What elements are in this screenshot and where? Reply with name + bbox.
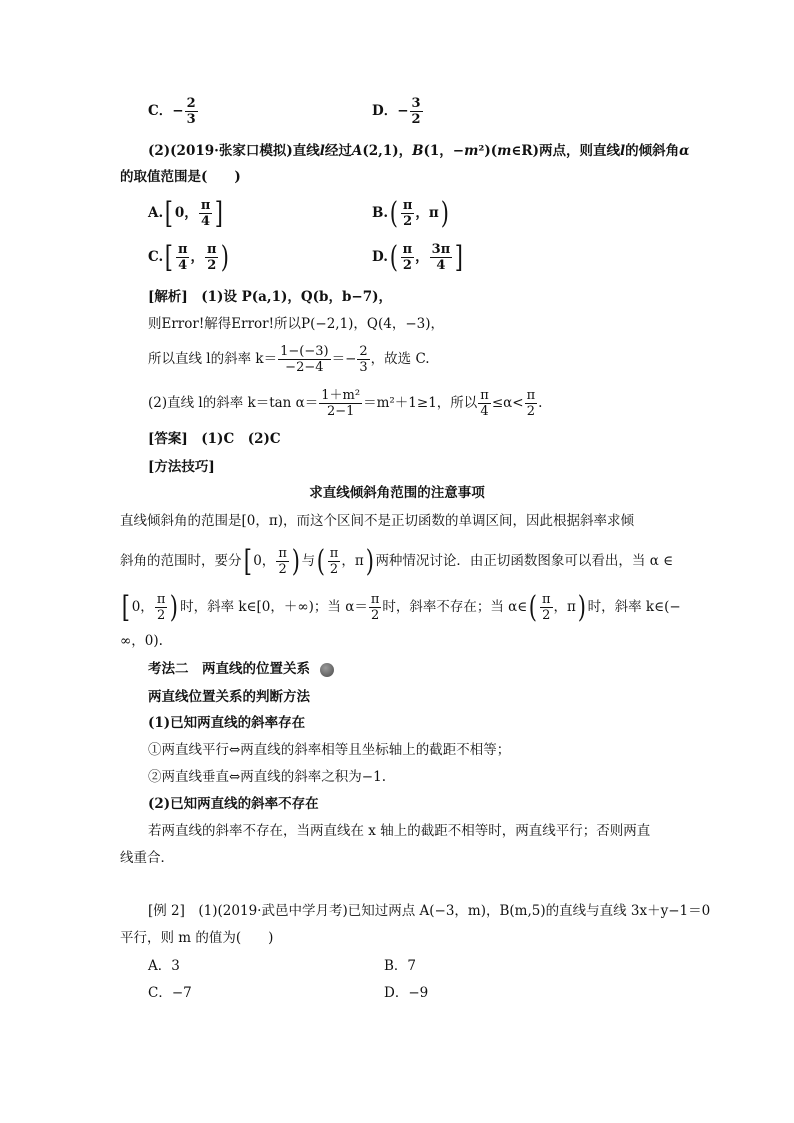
section2-heading xyxy=(148,660,334,678)
q2-option-d xyxy=(372,239,465,275)
fraction xyxy=(155,592,168,623)
solution-line-3 xyxy=(148,344,430,375)
q1-c-prefix: C．− xyxy=(148,103,184,119)
q2-stem-text: ²)( xyxy=(478,143,498,159)
q2-stem-var: A xyxy=(351,143,363,159)
den: 4 xyxy=(480,404,489,419)
solution-line-4 xyxy=(148,388,542,419)
num: π xyxy=(370,592,380,607)
solution-text: . xyxy=(538,395,543,411)
bracket: ] xyxy=(454,239,464,275)
bracket: ) xyxy=(440,195,449,231)
num: π xyxy=(542,592,551,607)
q2-stem-text: 的倾斜角 xyxy=(625,143,680,159)
num: π xyxy=(177,242,188,257)
bracket: ) xyxy=(221,239,230,275)
q1-d-num: 3 xyxy=(411,96,421,111)
section2-c1a: ①两直线平行⇔两直线的斜率相等且坐标轴上的截距不相等； xyxy=(148,742,511,758)
tip-text: 时，斜率 k∈(− xyxy=(587,599,681,615)
section2-c2b: 线重合． xyxy=(120,850,174,866)
q1-d-prefix: D．− xyxy=(372,103,409,119)
example2-option-c: C．−7 xyxy=(148,985,192,1001)
bracket: ( xyxy=(389,239,398,275)
solution-text: ＝− xyxy=(331,351,357,367)
q1-option-c xyxy=(148,96,199,127)
num: π xyxy=(206,242,217,257)
fraction xyxy=(401,198,415,229)
q1-option-d xyxy=(372,96,424,127)
bracket: ) xyxy=(170,589,179,625)
q2-stem-var: α xyxy=(679,143,690,159)
den: 2 xyxy=(542,608,551,623)
solution-text: ≤α< xyxy=(491,395,524,411)
q2-stem-text: 经过 xyxy=(324,143,352,159)
solution-text: ＝m²＋1≥1，所以 xyxy=(363,395,478,411)
num: 3π xyxy=(431,242,451,257)
fraction xyxy=(176,242,190,273)
den: 2−1 xyxy=(326,404,355,419)
option-label: B. xyxy=(372,205,389,221)
num: π xyxy=(200,198,211,213)
tip-text: ，π xyxy=(341,553,364,569)
section2-heading-text: 考法二 两直线的位置关系 xyxy=(148,661,310,677)
den: 2 xyxy=(370,608,380,623)
fraction xyxy=(276,546,289,577)
section2-sub: 两直线位置关系的判断方法 xyxy=(148,689,310,705)
fraction xyxy=(199,198,213,229)
q1-c-fraction xyxy=(185,96,198,127)
den: 4 xyxy=(436,258,446,273)
num: π xyxy=(156,592,166,607)
num: 2 xyxy=(359,344,368,359)
bracket: ( xyxy=(529,589,538,625)
fraction xyxy=(525,388,538,419)
example2-option-b: B．7 xyxy=(384,958,417,974)
den: 2 xyxy=(329,562,339,577)
fraction xyxy=(540,592,553,623)
num: π xyxy=(402,242,413,257)
section2-c1: (1)已知两直线的斜率存在 xyxy=(148,715,306,731)
bracket: ( xyxy=(316,543,326,579)
bracket: ) xyxy=(365,543,374,579)
tip-text: 与 xyxy=(301,553,316,569)
q1-c-den: 3 xyxy=(186,112,196,127)
fraction xyxy=(357,344,369,375)
q2-stem-var: m xyxy=(497,143,512,159)
option-text: ，π xyxy=(415,205,439,221)
q2-stem-var: m xyxy=(464,143,479,159)
bracket: [ xyxy=(164,239,174,275)
fraction xyxy=(478,388,491,419)
tip-text: 两种情况讨论．由正切函数图象可以看出，当 α ∈ xyxy=(375,553,674,569)
den: 2 xyxy=(278,562,287,577)
den: 4 xyxy=(201,214,211,229)
num: π xyxy=(278,546,287,561)
option-label: A. xyxy=(148,205,164,221)
q2-option-c xyxy=(148,239,231,275)
section2-c2a: 若两直线的斜率不存在，当两直线在 x 轴上的截距不相等时，两直线平行；否则两直 xyxy=(148,823,651,839)
tip-text: 0， xyxy=(253,553,276,569)
fraction xyxy=(205,242,219,273)
fraction xyxy=(430,242,453,273)
num: 1＋m² xyxy=(321,388,361,403)
section2-c1b: ②两直线垂直⇔两直线的斜率之积为−1. xyxy=(148,769,387,785)
q2-stem-text: (2,1)， xyxy=(362,143,413,159)
fraction xyxy=(328,546,341,577)
q2-stem-var: l xyxy=(319,143,325,159)
tip-text: 斜角的范围时，要分 xyxy=(120,553,242,569)
tip-para-4: ∞，0). xyxy=(120,633,163,649)
q2-stem-var: l xyxy=(620,143,626,159)
num: π xyxy=(526,388,536,403)
option-text: 0， xyxy=(174,205,198,221)
tip-para-2 xyxy=(120,543,674,579)
solution-text: 所以直线 l的斜率 k＝ xyxy=(148,351,278,367)
section2-c2: (2)已知两直线的斜率不存在 xyxy=(148,796,319,812)
bracket: [ xyxy=(121,589,130,625)
fraction xyxy=(319,388,362,419)
tip-text: 时，斜率不存在；当 α∈ xyxy=(382,599,528,615)
den: −2−4 xyxy=(285,360,324,375)
answer-line: [答案] (1)C (2)C xyxy=(148,431,281,447)
solution-line-1: [解析] (1)设 P(a,1)，Q(b，b−7)， xyxy=(148,289,393,305)
q1-c-num: 2 xyxy=(186,96,196,111)
num: π xyxy=(480,388,489,403)
den: 2 xyxy=(403,214,413,229)
fraction xyxy=(401,242,415,273)
tip-text: ，π xyxy=(553,599,576,615)
tip-para-3 xyxy=(120,589,681,625)
q1-d-den: 2 xyxy=(411,112,421,127)
q2-stem-line2: 的取值范围是( ) xyxy=(120,169,241,185)
example2-line-2: 平行，则 m 的值为( ) xyxy=(120,930,274,946)
option-label: C. xyxy=(148,249,164,265)
tip-text: 0， xyxy=(131,599,154,615)
num: π xyxy=(329,546,339,561)
den: 3 xyxy=(359,360,368,375)
q2-stem-text: (2)(2019·张家口模拟)直线 xyxy=(148,143,320,159)
q2-option-a xyxy=(148,195,225,231)
den: 2 xyxy=(207,258,217,273)
bracket: ) xyxy=(577,589,586,625)
solution-line-2: 则Error!解得Error!所以P(−2,1)，Q(4，−3)， xyxy=(148,316,445,332)
example2-option-d: D．−9 xyxy=(384,985,429,1001)
fraction xyxy=(278,344,330,375)
tip-para-1: 直线倾斜角的范围是[0，π)，而这个区间不是正切函数的单调区间，因此根据斜率求倾 xyxy=(120,513,634,529)
option-text: ， xyxy=(415,249,429,265)
fraction xyxy=(369,592,382,623)
bracket: [ xyxy=(164,195,174,231)
solution-text: (2)直线 l的斜率 k＝tan α＝ xyxy=(148,395,319,411)
q2-stem-text: ∈R)两点，则直线 xyxy=(511,143,621,159)
option-text: ， xyxy=(190,249,204,265)
tip-text: 时，斜率 k∈[0，＋∞)；当 α＝ xyxy=(180,599,368,615)
q2-stem-text: (1，− xyxy=(423,143,465,159)
q2-option-b xyxy=(372,195,450,231)
bracket: ] xyxy=(215,195,224,231)
den: 4 xyxy=(178,258,188,273)
den: 2 xyxy=(156,608,166,623)
q2-stem-line1 xyxy=(148,142,690,160)
num: π xyxy=(402,198,413,213)
bracket: ( xyxy=(389,195,399,231)
den: 2 xyxy=(402,258,412,273)
q1-d-fraction xyxy=(410,96,423,127)
method-heading: [方法技巧] xyxy=(148,459,215,475)
bracket: [ xyxy=(243,543,252,579)
num: 1−(−3) xyxy=(280,344,329,359)
tip-title: 求直线倾斜角范围的注意事项 xyxy=(309,485,485,501)
circle-bullet-icon xyxy=(320,663,334,677)
q2-stem-var: B xyxy=(412,143,424,159)
option-label: D. xyxy=(372,249,388,265)
bracket: ) xyxy=(291,543,300,579)
solution-text: ，故选 C. xyxy=(370,351,430,367)
den: 2 xyxy=(526,404,535,419)
example2-option-a: A．3 xyxy=(148,958,180,974)
example2-line-1: [例 2] (1)(2019·武邑中学月考)已知过两点 A(−3，m)，B(m,5)的直线与直线 3x＋y−1＝0 xyxy=(148,903,711,919)
